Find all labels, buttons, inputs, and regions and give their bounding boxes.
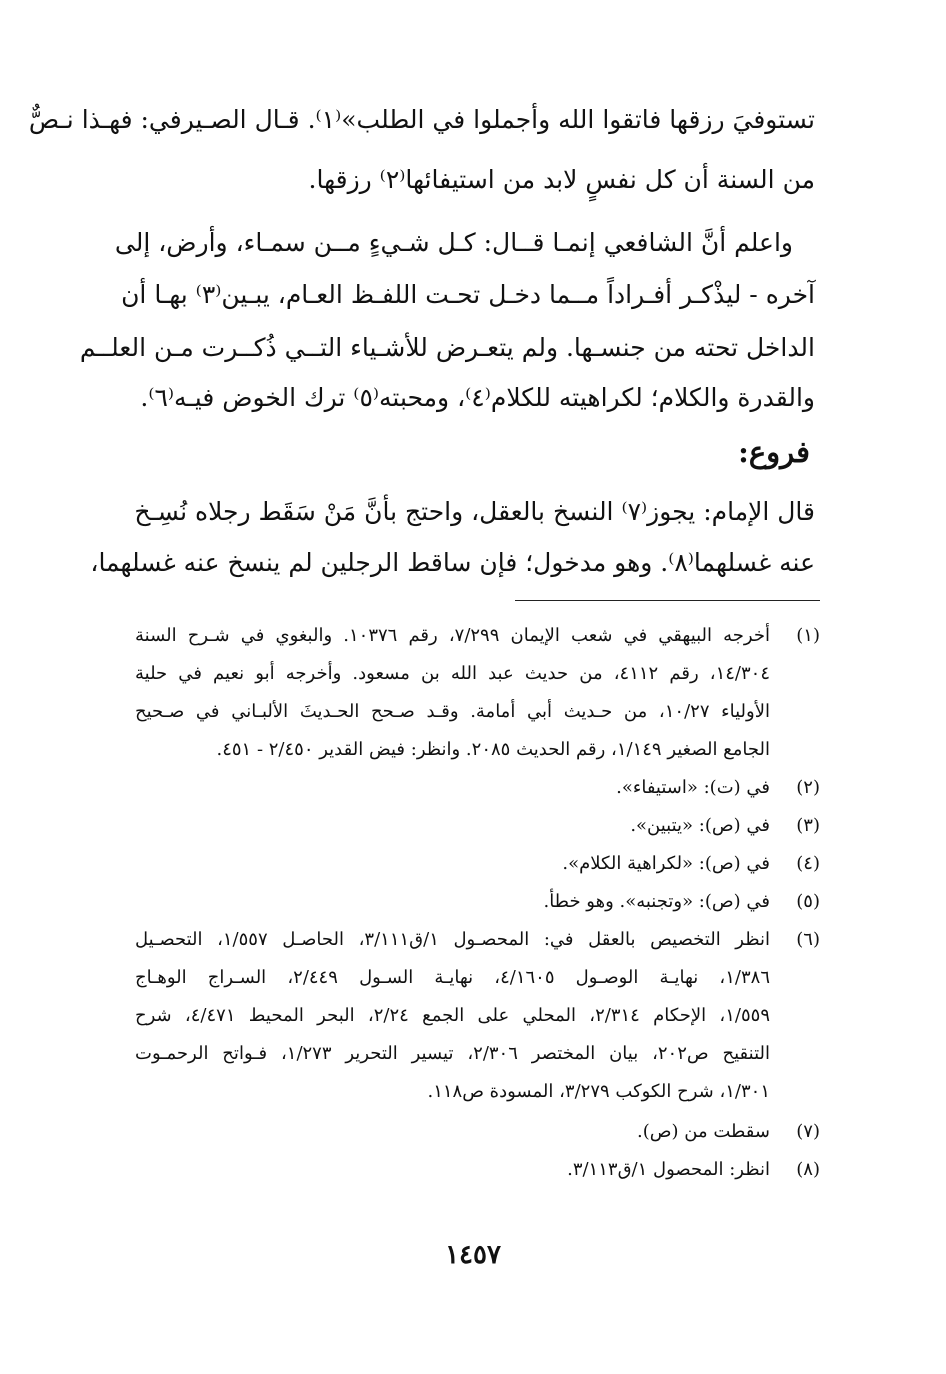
body-line: من السنة أن كل نفسٍ لابد من استيفائها⁽٢⁾ رزقها. (308, 165, 815, 194)
section-heading: فروع: (738, 435, 810, 469)
footnote-2 (135, 774, 820, 802)
footnote-6-line-5 (135, 1078, 820, 1106)
footnote-6-line-3 (135, 1002, 820, 1030)
footnote-text: ١/٣٠١، شرح الكوكب ٣/٢٧٩، المسودة ص١١٨. (427, 1081, 770, 1102)
footnote-6-line-4 (135, 1040, 820, 1068)
footnote-1-line-3 (135, 698, 820, 726)
footnote-text: أخرجه البيهقي في شعب الإيمان ٧/٢٩٩، رقم ١٠٣٧٦. والبغوي في شـرح السنة (135, 625, 770, 646)
footnote-text: الجامع الصغير ١/١٤٩، رقم الحديث ٢٠٨٥. وانظر: فيض القدير ٢/٤٥٠ - ٤٥١. (216, 739, 770, 760)
footnote-3 (135, 812, 820, 840)
footnote-text: الأولياء ١٠/٢٧، من حـديث أبي أمامة. وقـد صـحح الحـديثَ الألبـاني في صـحيح (135, 701, 771, 722)
footnote-number: (٤) (796, 853, 820, 874)
body-line: والقدرة والكلام؛ لكراهيته للكلام⁽٤⁾، ومحبته⁽٥⁾ ترك الخوض فيـه⁽٦⁾. (140, 383, 815, 412)
footnote-1 (135, 622, 820, 650)
footnote-text: انظر: المحصول ١/ق٣/١١٣. (567, 1159, 770, 1180)
footnote-number: (١) (796, 625, 820, 646)
body-line: قال الإمام: يجوز⁽٧⁾ النسخ بالعقل، واحتج بأنَّ مَنْ سَقَط رجلاه نُسِـخ (134, 497, 815, 526)
footnote-text: انظر التخصيص بالعقل في: المحصـول ١/ق٣/١١١، الحاصـل ١/٥٥٧، التحصـيل (135, 929, 771, 950)
footnote-6-line-2 (135, 964, 820, 992)
footnote-5 (135, 888, 820, 916)
footnote-separator (515, 600, 820, 601)
footnote-text: سقطت من (ص). (637, 1121, 770, 1142)
footnote-text: في (ص): «وتجنبه». وهو خطأ. (543, 891, 770, 912)
footnote-number: (٦) (796, 929, 820, 950)
body-line: واعلم أنَّ الشافعي إنمـا قــال: كـل شـيءٍ مــن سمـاء، وأرض، إلى (114, 228, 793, 257)
footnote-4 (135, 850, 820, 878)
body-line: الداخل تحته من جنسـها. ولم يتعـرض للأشـياء التــي ذُكــرت مـن العلــم (79, 333, 815, 362)
footnote-text: في (ص): «لكراهية الكلام». (562, 853, 770, 874)
footnote-6 (135, 926, 820, 954)
footnote-text: في (ص): «يتبين». (630, 815, 770, 836)
body-line: عنه غسلهما⁽٨⁾. وهو مدخول؛ فإن ساقط الرجلين لم ينسخ عنه غسلهما، (90, 548, 815, 577)
footnote-7 (135, 1118, 820, 1146)
footnote-text: التنقيح ص٢٠٢، بيان المختصر ٢/٣٠٦، تيسير التحرير ١/٢٧٣، فـواتح الرحمـوت (135, 1043, 771, 1064)
footnote-number: (٥) (796, 891, 820, 912)
footnote-8 (135, 1156, 820, 1184)
footnote-text: ١٤/٣٠٤، رقم ٤١١٢، من حديث عبد الله بن مسعود. وأخرجه أبو نعيم في حلية (135, 663, 770, 684)
footnote-text: ١/٣٨٦، نهايـة الوصـول ٤/١٦٠٥، نهايـة السـول ٢/٤٤٩، السـراج الوهـاج (135, 967, 770, 988)
footnote-number: (٣) (796, 815, 820, 836)
body-line: آخره - ليذْكـر أفـراداً مــما دخـل تحـت اللفـظ العـام، يبـين⁽٣⁾ بهـا أن (121, 280, 815, 309)
body-line: تستوفيَ رزقها فاتقوا الله وأجملوا في الطلب»⁽١⁾. قـال الصـيرفي: فهـذا نـصٌّ (28, 105, 815, 134)
footnote-1-line-2 (135, 660, 820, 688)
footnote-text: في (ت): «استيفاء». (616, 777, 770, 798)
footnote-text: ١/٥٥٩، الإحكام ٢/٣١٤، المحلي على الجمع ٢/٢٤، البحر المحيط ٤/٤٧١، شرح (135, 1005, 770, 1026)
footnote-1-line-4 (135, 736, 820, 764)
footnote-number: (٢) (796, 777, 820, 798)
page-number: ١٤٥٧ (445, 1240, 501, 1270)
footnote-number: (٧) (796, 1121, 820, 1142)
footnote-number: (٨) (796, 1159, 820, 1180)
